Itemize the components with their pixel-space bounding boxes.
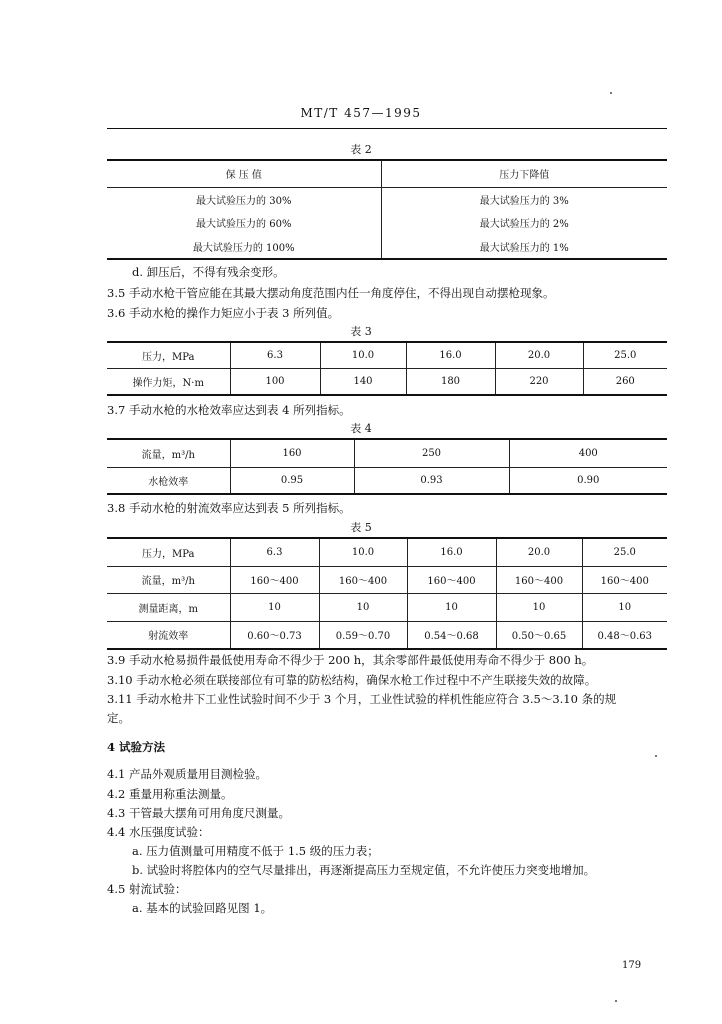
table2 (107, 159, 667, 260)
table5-cell: 6.3 (230, 538, 319, 566)
clause-3-6: 3.6 手动水枪的操作力矩应小于表 3 所列值。 (107, 306, 340, 320)
table5-cell: 160～400 (407, 566, 496, 593)
clause-4-4-b: b. 试验时将腔体内的空气尽量排出，再逐渐提高压力至规定值，不允许使压力突变地增加。 (132, 863, 596, 877)
table4-cell: 0.90 (509, 467, 667, 494)
table5-cell: 160～400 (582, 566, 667, 593)
table4-caption: 表 4 (350, 422, 372, 435)
table3-cell: 100 (230, 368, 320, 395)
table3-cell: 16.0 (406, 342, 495, 368)
scan-speck (655, 755, 657, 757)
table4-cell: 160 (230, 439, 354, 467)
table5-cell: 160～400 (230, 566, 319, 593)
table5-cell: 160～400 (496, 566, 582, 593)
table4-cell: 水枪效率 (107, 467, 230, 494)
clause-3-8: 3.8 手动水枪的射流效率应达到表 5 所列指标。 (107, 501, 351, 515)
table2-header-cell: 保 压 值 (107, 160, 381, 187)
table-row (107, 439, 667, 467)
table2-cell: 最大试验压力的 2% (381, 211, 667, 234)
table4-cell: 0.95 (230, 467, 354, 494)
table5-cell: 10 (230, 593, 319, 621)
clause-4-4: 4.4 水压强度试验： (107, 825, 210, 839)
table5-cell: 10 (582, 593, 667, 621)
table-row (107, 621, 667, 649)
table-row (107, 187, 667, 211)
section-4-heading: 4 试验方法 (107, 740, 166, 754)
table5-cell: 0.59～0.70 (319, 621, 407, 649)
table-row (107, 211, 667, 234)
table3-cell: 20.0 (495, 342, 583, 368)
table-row (107, 538, 667, 566)
table5-cell: 160～400 (319, 566, 407, 593)
table5-cell: 0.60～0.73 (230, 621, 319, 649)
clause-4-4-a: a. 压力值测量可用精度不低于 1.5 级的压力表； (132, 844, 379, 858)
scan-speck (615, 1000, 617, 1002)
clause-4-5: 4.5 射流试验： (107, 882, 187, 896)
table5-cell: 10 (319, 593, 407, 621)
table4-cell: 400 (509, 439, 667, 467)
table-row (107, 593, 667, 621)
table5-cell: 20.0 (496, 538, 582, 566)
table5-cell: 16.0 (407, 538, 496, 566)
table2-cell: 最大试验压力的 30% (107, 187, 381, 211)
scan-speck (610, 92, 612, 94)
clause-3-10: 3.10 手动水枪必须在联接部位有可靠的防松结构，确保水枪工作过程中不产生联接失效的故障。 (107, 673, 597, 687)
table3 (107, 341, 667, 396)
table3-caption: 表 3 (350, 325, 372, 338)
table3-cell: 操作力矩，N·m (107, 368, 230, 395)
table2-caption: 表 2 (350, 143, 372, 156)
table5-cell: 压力，MPa (107, 538, 230, 566)
clause-3-11-cont: 定。 (107, 711, 130, 725)
table-row (107, 467, 667, 494)
page-number: 179 (622, 960, 642, 971)
document-header: MT/T 457—1995 (300, 106, 422, 120)
table2-cell: 最大试验压力的 60% (107, 211, 381, 234)
clause-4-2: 4.2 重量用称重法测量。 (107, 787, 233, 801)
table4-cell: 0.93 (354, 467, 509, 494)
table3-cell: 220 (495, 368, 583, 395)
table2-cell: 最大试验压力的 100% (107, 234, 381, 259)
table4-cell: 250 (354, 439, 509, 467)
clause-3-4-d: d. 卸压后，不得有残余变形。 (132, 265, 285, 279)
table-row (107, 160, 667, 187)
table5-cell: 0.50～0.65 (496, 621, 582, 649)
table4 (107, 438, 667, 495)
table5-cell: 测量距离，m (107, 593, 230, 621)
table5-cell: 流量，m³/h (107, 566, 230, 593)
table2-cell: 最大试验压力的 3% (381, 187, 667, 211)
clause-3-9: 3.9 手动水枪易损件最低使用寿命不得少于 200 h，其余零部件最低使用寿命不得少于 800 h。 (107, 653, 594, 667)
clause-3-11: 3.11 手动水枪井下工业性试验时间不少于 3 个月，工业性试验的样机性能应符合 3.5～3.10 条的规 (107, 692, 617, 706)
table-row (107, 234, 667, 259)
table3-cell: 6.3 (230, 342, 320, 368)
table2-header-cell: 压力下降值 (381, 160, 667, 187)
table5-cell: 10 (407, 593, 496, 621)
table5-cell: 0.48～0.63 (582, 621, 667, 649)
clause-4-5-a: a. 基本的试验回路见图 1。 (132, 901, 273, 915)
table-row (107, 342, 667, 368)
clause-4-3: 4.3 干管最大摆角可用角度尺测量。 (107, 806, 290, 820)
clause-4-1: 4.1 产品外观质量用目测检验。 (107, 767, 267, 781)
table5-cell: 10.0 (319, 538, 407, 566)
table4-cell: 流量，m³/h (107, 439, 230, 467)
table5-caption: 表 5 (350, 521, 372, 534)
table5 (107, 537, 667, 650)
table5-cell: 0.54～0.68 (407, 621, 496, 649)
table5-cell: 10 (496, 593, 582, 621)
table2-cell: 最大试验压力的 1% (381, 234, 667, 259)
table3-cell: 140 (320, 368, 406, 395)
clause-3-7: 3.7 手动水枪的水枪效率应达到表 4 所列指标。 (107, 403, 351, 417)
table5-cell: 射流效率 (107, 621, 230, 649)
table5-cell: 25.0 (582, 538, 667, 566)
table-row (107, 566, 667, 593)
header-rule (107, 128, 667, 129)
table3-cell: 260 (583, 368, 667, 395)
table3-cell: 25.0 (583, 342, 667, 368)
table-row (107, 368, 667, 395)
table3-cell: 10.0 (320, 342, 406, 368)
table3-cell: 压力，MPa (107, 342, 230, 368)
clause-3-5: 3.5 手动水枪干管应能在其最大摆动角度范围内任一角度停住，不得出现自动摆枪现象。 (107, 286, 555, 300)
table3-cell: 180 (406, 368, 495, 395)
